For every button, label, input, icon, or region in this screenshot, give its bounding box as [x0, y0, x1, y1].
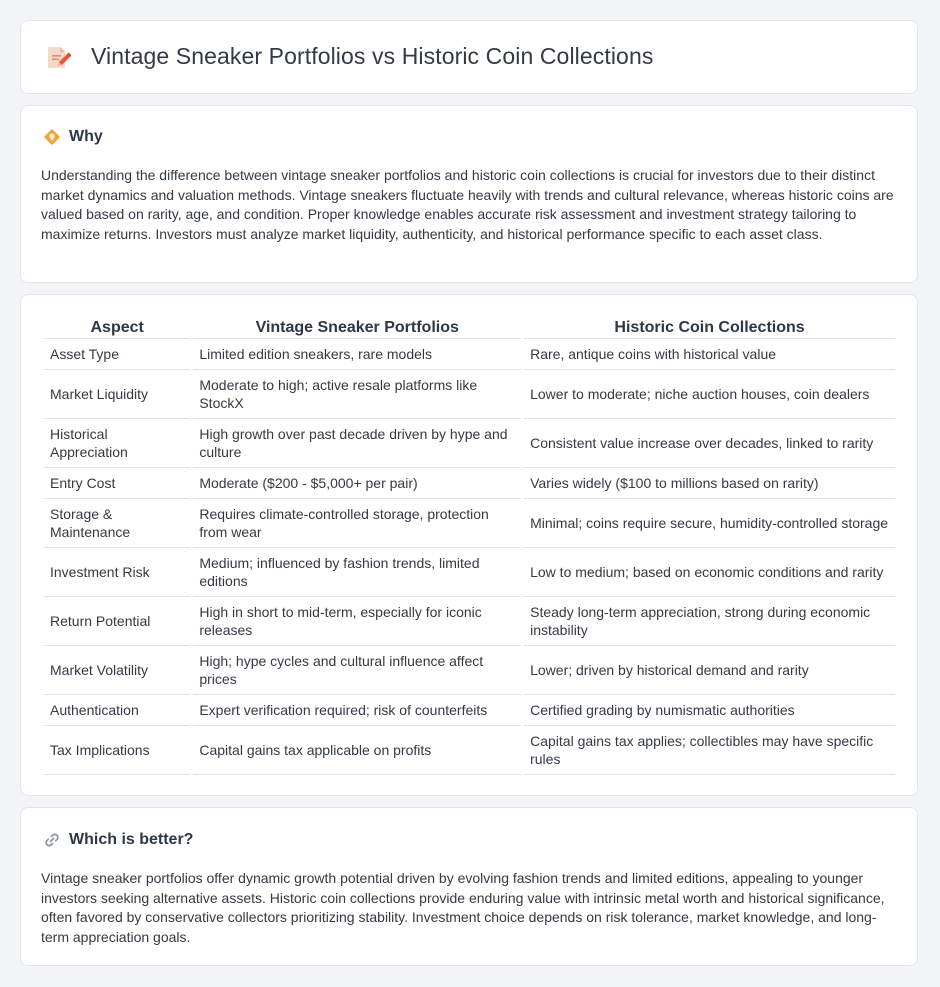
title-card	[20, 20, 918, 94]
cell-coins: Consistent value increase over decades, linked to rarity	[524, 419, 895, 468]
cell-aspect: Tax Implications	[44, 726, 190, 775]
header-coins: Historic Coin Collections	[524, 317, 895, 339]
cell-sneakers: Moderate ($200 - $5,000+ per pair)	[193, 468, 521, 499]
cell-aspect: Asset Type	[44, 339, 190, 370]
better-heading: Which is better?	[69, 831, 194, 848]
table-header-row	[44, 317, 895, 339]
table-row	[44, 597, 895, 646]
cell-aspect: Return Potential	[44, 597, 190, 646]
cell-coins: Lower to moderate; niche auction houses, coin dealers	[524, 370, 895, 419]
cell-aspect: Investment Risk	[44, 548, 190, 597]
diamond-lightbulb-icon	[43, 128, 61, 146]
comparison-section	[20, 294, 918, 796]
cell-sneakers: Limited edition sneakers, rare models	[193, 339, 521, 370]
cell-aspect: Market Volatility	[44, 646, 190, 695]
cell-coins: Minimal; coins require secure, humidity-controlled storage	[524, 499, 895, 548]
link-icon	[43, 831, 61, 849]
cell-coins: Capital gains tax applies; collectibles may have specific rules	[524, 726, 895, 775]
header-sneakers: Vintage Sneaker Portfolios	[193, 317, 521, 339]
cell-sneakers: High growth over past decade driven by hype and culture	[193, 419, 521, 468]
table-row	[44, 646, 895, 695]
cell-sneakers: Medium; influenced by fashion trends, limited editions	[193, 548, 521, 597]
cell-sneakers: High; hype cycles and cultural influence affect prices	[193, 646, 521, 695]
why-section	[20, 105, 918, 283]
better-heading-row	[43, 831, 193, 849]
cell-coins: Lower; driven by historical demand and rarity	[524, 646, 895, 695]
better-text: Vintage sneaker portfolios offer dynamic growth potential driven by evolving fashion trends and limited editions, appealing to younger investors seeking alternative assets. Historic coin collections provide enduring value with intrinsic metal worth and historical significance, often favored by conservative collectors prioritizing stability. Investment choice depends on risk tolerance, market knowledge, and long-term appreciation goals.	[41, 870, 885, 945]
cell-coins: Steady long-term appreciation, strong during economic instability	[524, 597, 895, 646]
cell-aspect: Market Liquidity	[44, 370, 190, 419]
cell-sneakers: Expert verification required; risk of counterfeits	[193, 695, 521, 726]
table-row	[44, 548, 895, 597]
cell-sneakers: Requires climate-controlled storage, protection from wear	[193, 499, 521, 548]
cell-aspect: Entry Cost	[44, 468, 190, 499]
cell-coins: Varies widely ($100 to millions based on rarity)	[524, 468, 895, 499]
table-row	[44, 339, 895, 370]
table-row	[44, 499, 895, 548]
table-row	[44, 726, 895, 775]
cell-aspect: Historical Appreciation	[44, 419, 190, 468]
cell-sneakers: High in short to mid-term, especially for iconic releases	[193, 597, 521, 646]
page-title: Vintage Sneaker Portfolios vs Historic Coin Collections	[91, 43, 654, 69]
cell-coins: Low to medium; based on economic conditions and rarity	[524, 548, 895, 597]
cell-aspect: Storage & Maintenance	[44, 499, 190, 548]
cell-aspect: Authentication	[44, 695, 190, 726]
table-row	[44, 468, 895, 499]
comparison-table	[41, 317, 898, 775]
cell-coins: Certified grading by numismatic authorities	[524, 695, 895, 726]
why-heading-row	[43, 128, 103, 146]
why-text: Understanding the difference between vintage sneaker portfolios and historic coin collections is crucial for investors due to their distinct market dynamics and valuation methods. Vintage sneakers fluctuate heavily with trends and cultural relevance, whereas historic coins are valued based on rarity, age, and condition. Proper knowledge enables accurate risk assessment and investment strategy tailoring to maximize returns. Investors must analyze market liquidity, authenticity, and historical performance specific to each asset class.	[41, 167, 894, 242]
table-row	[44, 370, 895, 419]
cell-sneakers: Moderate to high; active resale platforms like StockX	[193, 370, 521, 419]
cell-sneakers: Capital gains tax applicable on profits	[193, 726, 521, 775]
table-row	[44, 419, 895, 468]
header-aspect: Aspect	[44, 317, 190, 339]
title-row	[45, 43, 653, 70]
cell-coins: Rare, antique coins with historical value	[524, 339, 895, 370]
document-pencil-icon	[45, 44, 71, 70]
why-heading: Why	[69, 128, 103, 145]
which-better-section	[20, 807, 918, 966]
table-row	[44, 695, 895, 726]
